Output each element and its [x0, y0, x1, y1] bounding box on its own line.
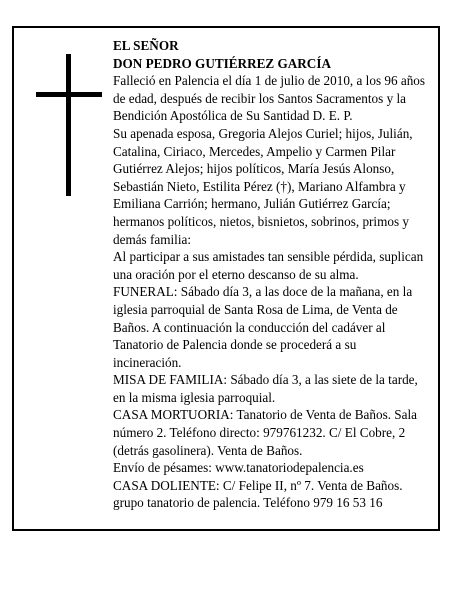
cross-vertical-bar	[66, 54, 71, 196]
condolences-paragraph: Envío de pésames: www.tanatoriodepalencia.es	[113, 460, 364, 476]
prayer-request-paragraph: Al participar a sus amistades tan sensible pérdida, suplican una oración por el eterno descanso de su alma.	[113, 249, 424, 282]
family-paragraph: Su apenada esposa, Gregoria Alejos Curiel; hijos, Julián, Catalina, Ciriaco, Mercedes, Ampelio y Carmen Pilar Gutiérrez Alejos; hijos políticos, María Jesús Alonso, Sebastián Nieto, Estilita Pérez (†), Mariano Alfambra y Emiliana Carrión; hermano, Julián Gutiérrez García; hermanos políticos, nietos, bisnietos, sobrinos, primos y demás familia:	[113, 125, 413, 247]
obituary-text	[113, 37, 427, 512]
funeral-home-paragraph: CASA MORTUORIA: Tanatorio de Venta de Baños. Sala número 2. Teléfono directo: 979761232. C/ El Cobre, 2 (detrás gasolinera). Venta de Baños.	[113, 407, 418, 458]
heading-title: EL SEÑOR	[113, 38, 179, 53]
cross-horizontal-bar	[36, 92, 102, 97]
grieving-home-paragraph: CASA DOLIENTE: C/ Felipe II, nº 7. Venta de Baños. grupo tanatorio de palencia. Teléfono 979 16 53 16	[113, 477, 403, 511]
family-mass-paragraph: MISA DE FAMILIA: Sábado día 3, a las siete de la tarde, en la misma iglesia parroquial.	[113, 372, 418, 405]
funeral-paragraph: FUNERAL: Sábado día 3, a las doce de la mañana, en la iglesia parroquial de Santa Rosa de Lima, de Venta de Baños. A continuación la conducción del cadáver al Tanatorio de Palencia donde se procederá a su incineración.	[113, 284, 413, 370]
death-notice-paragraph: Falleció en Palencia el día 1 de julio de 2010, a los 96 años de edad, después de recibir los Santos Sacramentos y la Bendición Apostólica de Su Santidad D. E. P.	[113, 73, 426, 124]
deceased-name: DON PEDRO GUTIÉRREZ GARCÍA	[113, 55, 331, 71]
